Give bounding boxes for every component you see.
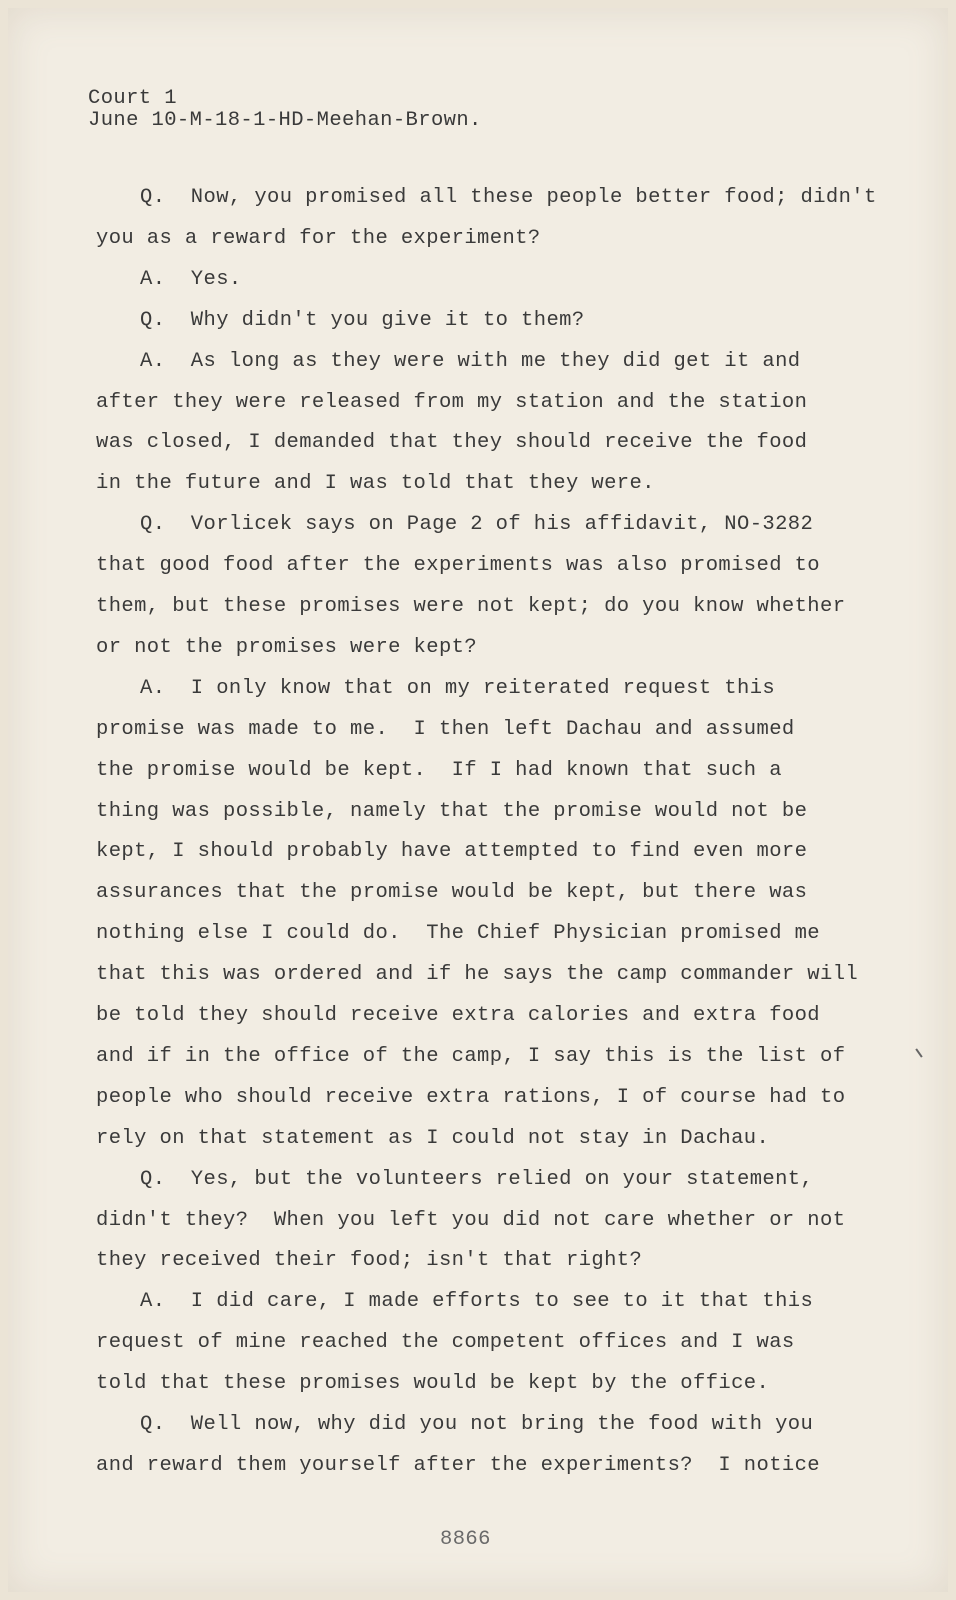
transcript-line: and if in the office of the camp, I say this is the list of (96, 1045, 846, 1068)
transcript-line: Q. Why didn't you give it to them? (140, 309, 585, 332)
transcript-line: Q. Well now, why did you not bring the food with you (140, 1413, 814, 1436)
court-label: Court 1 (88, 87, 177, 110)
transcript-line: request of mine reached the competent offices and I was (96, 1331, 795, 1354)
transcript-line: the promise would be kept. If I had known that such a (96, 759, 782, 782)
transcript-line: A. I did care, I made efforts to see to it that this (140, 1290, 814, 1313)
transcript-line: rely on that statement as I could not stay in Dachau. (96, 1127, 770, 1150)
transcript-line: nothing else I could do. The Chief Physician promised me (96, 922, 821, 945)
transcript-line: after they were released from my station and the station (96, 391, 808, 414)
transcript-line: you as a reward for the experiment? (96, 227, 541, 250)
transcript-line: was closed, I demanded that they should receive the food (96, 431, 808, 454)
transcript-line: them, but these promises were not kept; do you know whether (96, 595, 846, 618)
transcript-line: A. As long as they were with me they did get it and (140, 350, 801, 373)
transcript-line: Q. Now, you promised all these people better food; didn't (140, 186, 877, 209)
page-number: 8866 (440, 1528, 491, 1551)
transcript-line: be told they should receive extra calories and extra food (96, 1004, 821, 1027)
transcript-line: kept, I should probably have attempted to find even more (96, 840, 808, 863)
transcript-line: A. Yes. (140, 268, 242, 291)
transcript-line: told that these promises would be kept by the office. (96, 1372, 770, 1395)
transcript-line: assurances that the promise would be kept, but there was (96, 881, 808, 904)
transcript-line: A. I only know that on my reiterated request this (140, 677, 776, 700)
transcript-line: in the future and I was told that they were. (96, 472, 655, 495)
transcript-line: didn't they? When you left you did not care whether or not (96, 1209, 846, 1232)
session-reference: June 10-M-18-1-HD-Meehan-Brown. (88, 109, 482, 132)
transcript-line: and reward them yourself after the experiments? I notice (96, 1454, 821, 1477)
transcript-line: thing was possible, namely that the promise would not be (96, 800, 808, 823)
document-header (88, 88, 482, 132)
transcript-line: Q. Yes, but the volunteers relied on your statement, (140, 1168, 814, 1191)
document-page (8, 8, 948, 1592)
transcript-line: or not the promises were kept? (96, 636, 478, 659)
transcript-line: that this was ordered and if he says the camp commander will (96, 963, 859, 986)
transcript-line: promise was made to me. I then left Dachau and assumed (96, 718, 795, 741)
transcript-line: that good food after the experiments was also promised to (96, 554, 821, 577)
stray-pencil-mark (915, 1048, 922, 1057)
transcript-line: they received their food; isn't that right? (96, 1249, 643, 1272)
transcript-line: people who should receive extra rations, I of course had to (96, 1086, 846, 1109)
transcript-line: Q. Vorlicek says on Page 2 of his affidavit, NO-3282 (140, 513, 814, 536)
